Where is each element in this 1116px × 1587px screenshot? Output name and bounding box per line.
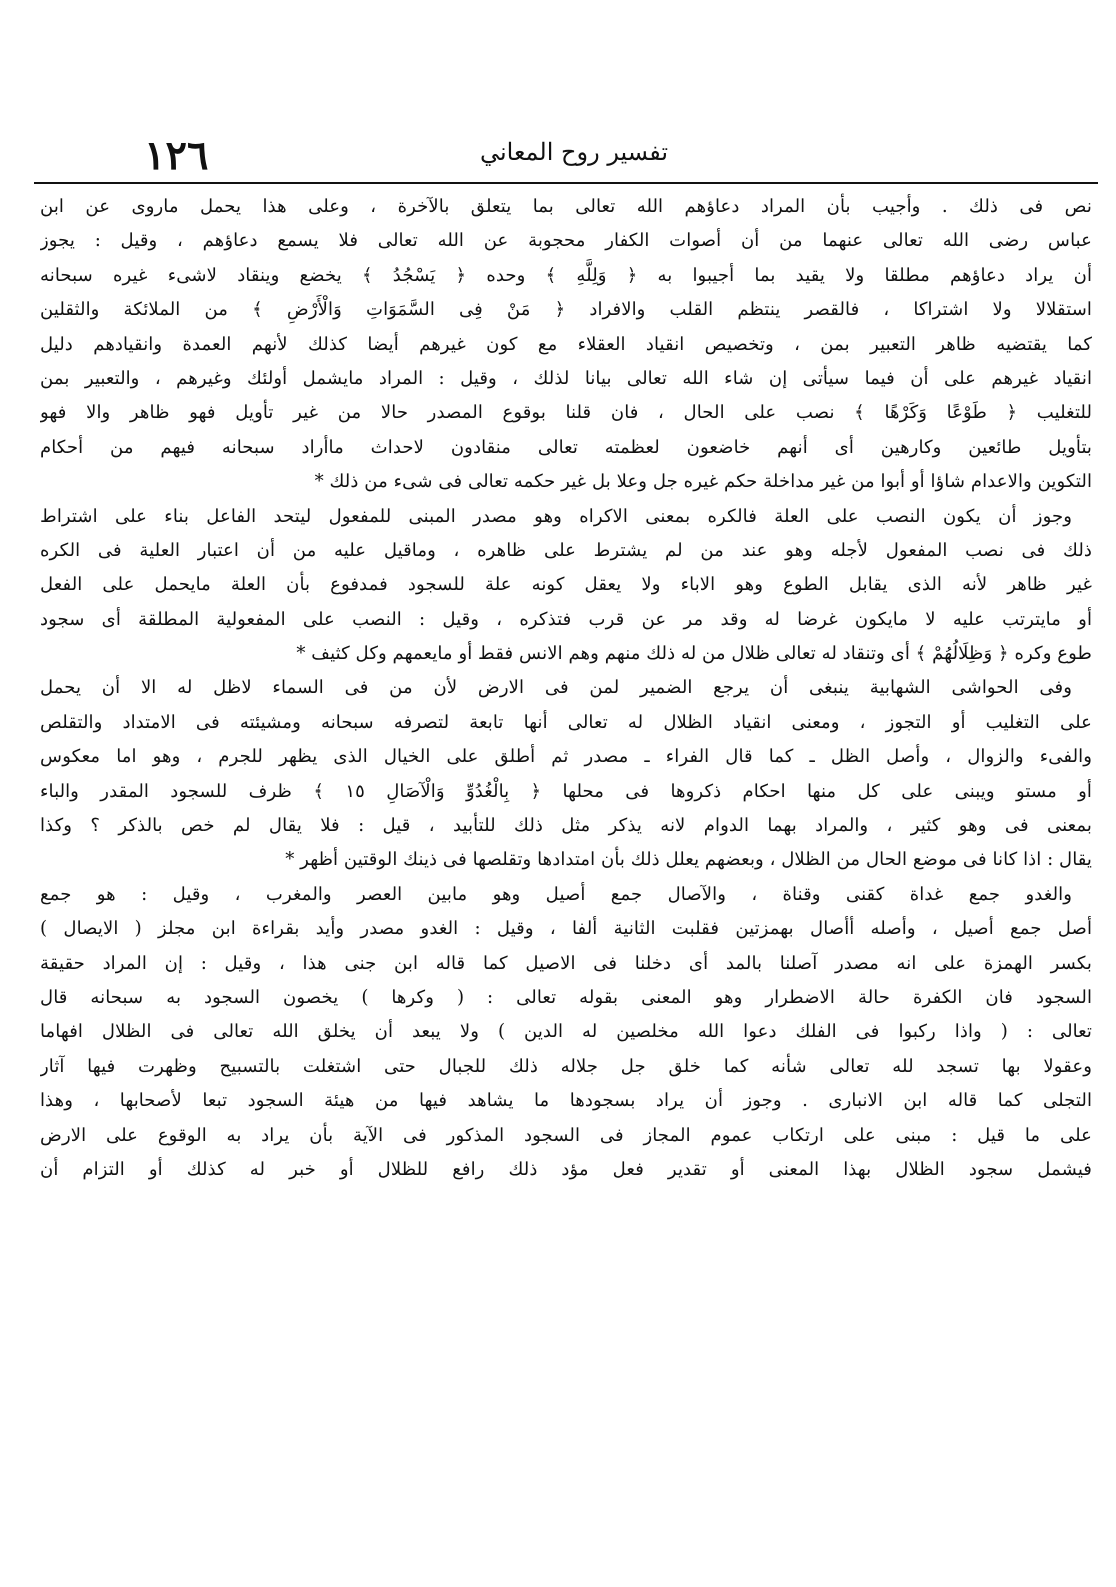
text-line: استقلالا ولا اشتراكا ، فالقصر ينتظم القلب والافراد ﴿ مَنْ فِى السَّمَوَاتِ وَالْأَرْضِ ﴾ من الملائكة والثقلين xyxy=(40,299,1092,321)
text-line: السجود فان الكفرة حالة الاضطرار وهو المعنى بقوله تعالى : ( وكرها ) يخصون السجود به سبحانه قال xyxy=(40,986,1092,1008)
text-line: بتأويل طائعين وكارهين أى أنهم خاضعون لعظمته تعالى منقادون لاحداث ماأراد سبحانه فيهم من أحكام xyxy=(40,436,1092,458)
text-line: التجلى كما قاله ابن الانبارى . وجوز أن يراد بسجودها ما يشاهد فيها من هيئة السجود تبعا لأصحابها ، وهذا xyxy=(40,1090,1092,1112)
text-line: للتغليب ﴿ طَوْعًا وَكَرْهًا ﴾ نصب على الحال ، فان قلنا بوقوع المصدر حالا من غير تأويل فهو ظاهر والا فهو xyxy=(40,402,1092,424)
text-line: تعالى : ( واذا ركبوا فى الفلك دعوا الله مخلصين له الدين ) ولا يبعد أن يخلق الله تعالى فى الظلال افهاما xyxy=(40,1021,1092,1043)
text-line: على التغليب أو التجوز ، ومعنى انقياد الظلال له تعالى أنها تابعة لتصرفه سبحانه ومشيئته فى الامتداد والتقلص xyxy=(40,711,1092,733)
text-line: التكوين والاعدام شاؤا أو أبوا من غير مداخلة حكم غيره جل وعلا بل غير حكمه تعالى فى شىء من ذلك * xyxy=(314,471,1092,493)
text-line: أو مايترتب عليه لا مايكون غرضا له وقد مر عن قرب فتذكره ، وقيل : النصب على المفعولية المطلقة أى سجود xyxy=(40,608,1092,630)
text-line: وجوز أن يكون النصب على العلة فالكره بمعنى الاكراه وهو مصدر المبنى للمفعول ليتحد الفاعل بناء على اشتراط xyxy=(40,505,1072,527)
text-line: انقياد غيرهم على أن فيما سيأتى إن شاء الله تعالى بيانا لذلك ، وقيل : المراد مايشمل أولئك وغيرهم ، والتعبير بمن xyxy=(40,367,1092,389)
text-line: أن يراد دعاؤهم مطلقا ولا يقيد بما أجيبوا به ﴿ وَلِلَّهِ ﴾ وحده ﴿ يَسْجُدُ ﴾ يخضع وينقاد لاشىء غيره سبحانه xyxy=(40,264,1092,286)
text-line: نص فى ذلك . وأجيب بأن المراد دعاؤهم الله تعالى بما يتعلق بالآخرة ، وعلى هذا يحمل ماروى عن ابن xyxy=(40,196,1092,217)
text-line: عباس رضى الله تعالى عنهما من أن أصوات الكفار محجوبة عن الله تعالى فلا يسمع دعاؤهم ، وقيل : يجوز xyxy=(40,230,1092,252)
text-line: كما يقتضيه ظاهر التعبير بمن ، وتخصيص انقياد العقلاء مع كون غيرهم أيضا كذلك لأنهم العمدة وانقيادهم دليل xyxy=(40,333,1092,355)
text-line: بمعنى فى وهو كثير ، والمراد بهما الدوام لانه يذكر مثل ذلك للتأبيد ، قيل : فلا يقال لم خص بالذكر ؟ وكذا xyxy=(40,815,1092,837)
header-rule xyxy=(34,182,1098,184)
page-number: ١٢٦ xyxy=(144,132,209,179)
text-line: وفى الحواشى الشهابية ينبغى أن يرجع الضمير لمن فى الارض لأن من فى السماء لاظل له الا أن يحمل xyxy=(40,677,1072,699)
text-line: طوع وكره ﴿ وَظِلَالُهُمْ ﴾ أى وتنقاد له تعالى ظلال من له ذلك منهم وهم الانس فقط أو مايعمهم وكل كثيف * xyxy=(296,643,1092,665)
text-line: ذلك فى نصب المفعول لأجله وهو عند من لم يشترط على ظاهره ، وماقيل عليه من أن اعتبار العلية فى الكره xyxy=(40,539,1092,561)
commentary-text xyxy=(40,190,1092,1187)
text-line: والغدو جمع غداة كقنى وقناة ، والآصال جمع أصيل وهو مابين العصر والمغرب ، وقيل : هو جمع xyxy=(40,883,1072,905)
text-line: والفىء والزوال ، وأصل الظل ـ كما قال الفراء ـ مصدر ثم أطلق على الخيال الذى يظهر للجرم ، وهو اما معكوس xyxy=(40,746,1092,768)
text-line: وعقولا بها تسجد لله تعالى شأنه كما خلق جل جلاله ذلك للجبال حتى اشتغلت بالتسبيح وظهرت فيها آثار xyxy=(40,1055,1092,1077)
text-line: يقال : اذا كانا فى موضع الحال من الظلال ، وبعضهم يعلل ذلك بأن امتدادها وتقلصها فى ذينك الوقتين أظهر * xyxy=(285,849,1092,871)
text-line: أو مستو ويبنى على كل منها احكام ذكروها فى محلها ﴿ بِالْغُدُوِّ وَالْآصَالِ ١٥ ﴾ ظرف للسجود المقدر والباء xyxy=(40,780,1092,802)
text-line: غير ظاهر لأنه الذى يقابل الطوع وهو الاباء ولا يعقل كونه علة للسجود فمدفوع بأن العلة مايحمل على الفعل xyxy=(40,574,1092,596)
page-header xyxy=(34,128,1098,180)
running-title: تفسير روح المعاني xyxy=(479,138,669,166)
text-line: بكسر الهمزة على انه مصدر آصلنا بالمد أى دخلنا فى الاصيل كما قاله ابن جنى هذا ، وقيل : إن المراد حقيقة xyxy=(40,952,1092,974)
text-line: على ما قيل : مبنى على ارتكاب عموم المجاز فى السجود المذكور فى الآية بأن يراد به الوقوع على الارض xyxy=(40,1124,1092,1146)
text-line: أصل جمع أصيل ، وأصله أأصال بهمزتين فقلبت الثانية ألفا ، وقيل : الغدو مصدر وأيد بقراءة ابن مجلز ( الايصال ) xyxy=(40,918,1092,940)
text-line: فيشمل سجود الظلال بهذا المعنى أو تقدير فعل مؤد ذلك رافع للظلال أو خبر له كذلك أو التزام أن xyxy=(40,1158,1092,1180)
